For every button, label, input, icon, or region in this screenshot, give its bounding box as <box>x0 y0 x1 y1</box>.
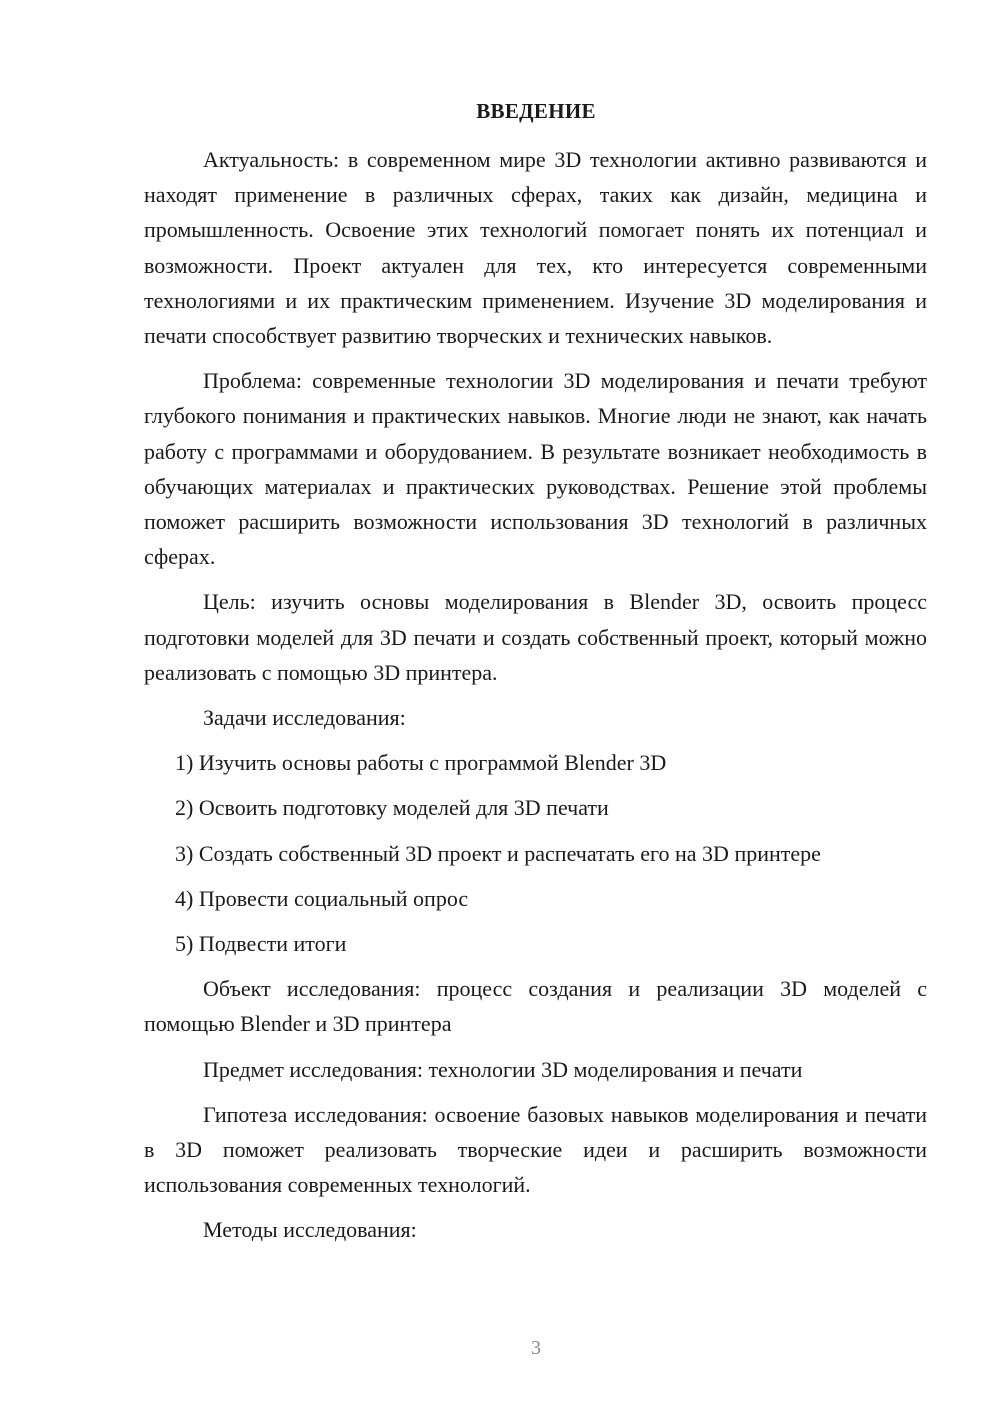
subject-paragraph: Предмет исследования: технологии 3D моделирования и печати <box>203 1056 803 1082</box>
task-item: 3) Создать собственный 3D проект и распечатать его на 3D принтере <box>175 840 821 866</box>
tasks-heading: Задачи исследования: <box>203 705 406 731</box>
task-item: 1) Изучить основы работы с программой Blender 3D <box>175 750 667 776</box>
goal-paragraph: Цель: изучить основы моделирования в Blender 3D, освоить процесс подготовки моделей для 3D печати и создать собственный проект, который можно реализовать с помощью 3D принтера. <box>144 589 927 685</box>
hypothesis-paragraph: Гипотеза исследования: освоение базовых навыков моделирования и печати в 3D поможет реализовать творческие идеи и расширить возможности использования современных технологий. <box>144 1101 927 1198</box>
page-number: 3 <box>531 1337 541 1359</box>
relevance-paragraph: Актуальность: в современном мире 3D технологии активно развиваются и находят применение в различных сферах, таких как дизайн, медицина и промышленность. Освоение этих технологий помогает понять их потенциал и возможности. Проект актуален для тех, кто интересуется современными технологиями и их практическим применением. Изучение 3D моделирования и печати способствует развитию творческих и технических навыков. <box>144 147 927 349</box>
tasks-list <box>144 745 927 961</box>
task-item: 4) Провести социальный опрос <box>175 885 469 911</box>
task-item: 2) Освоить подготовку моделей для 3D печати <box>175 795 609 821</box>
object-paragraph: Объект исследования: процесс создания и реализации 3D моделей с помощью Blender и 3D принтера <box>144 976 927 1037</box>
task-item: 5) Подвести итоги <box>175 931 347 957</box>
problem-paragraph: Проблема: современные технологии 3D моделирования и печати требуют глубокого понимания и практических навыков. Многие люди не знают, как начать работу с программами и оборудованием. В результате возникает необходимость в обучающих материалах и практических руководствах. Решение этой проблемы поможет расширить возможности использования 3D технологий в различных сферах. <box>144 368 927 570</box>
methods-heading: Методы исследования: <box>203 1217 417 1243</box>
page-title: ВВЕДЕНИЕ <box>476 99 596 123</box>
document-body <box>144 142 927 1258</box>
